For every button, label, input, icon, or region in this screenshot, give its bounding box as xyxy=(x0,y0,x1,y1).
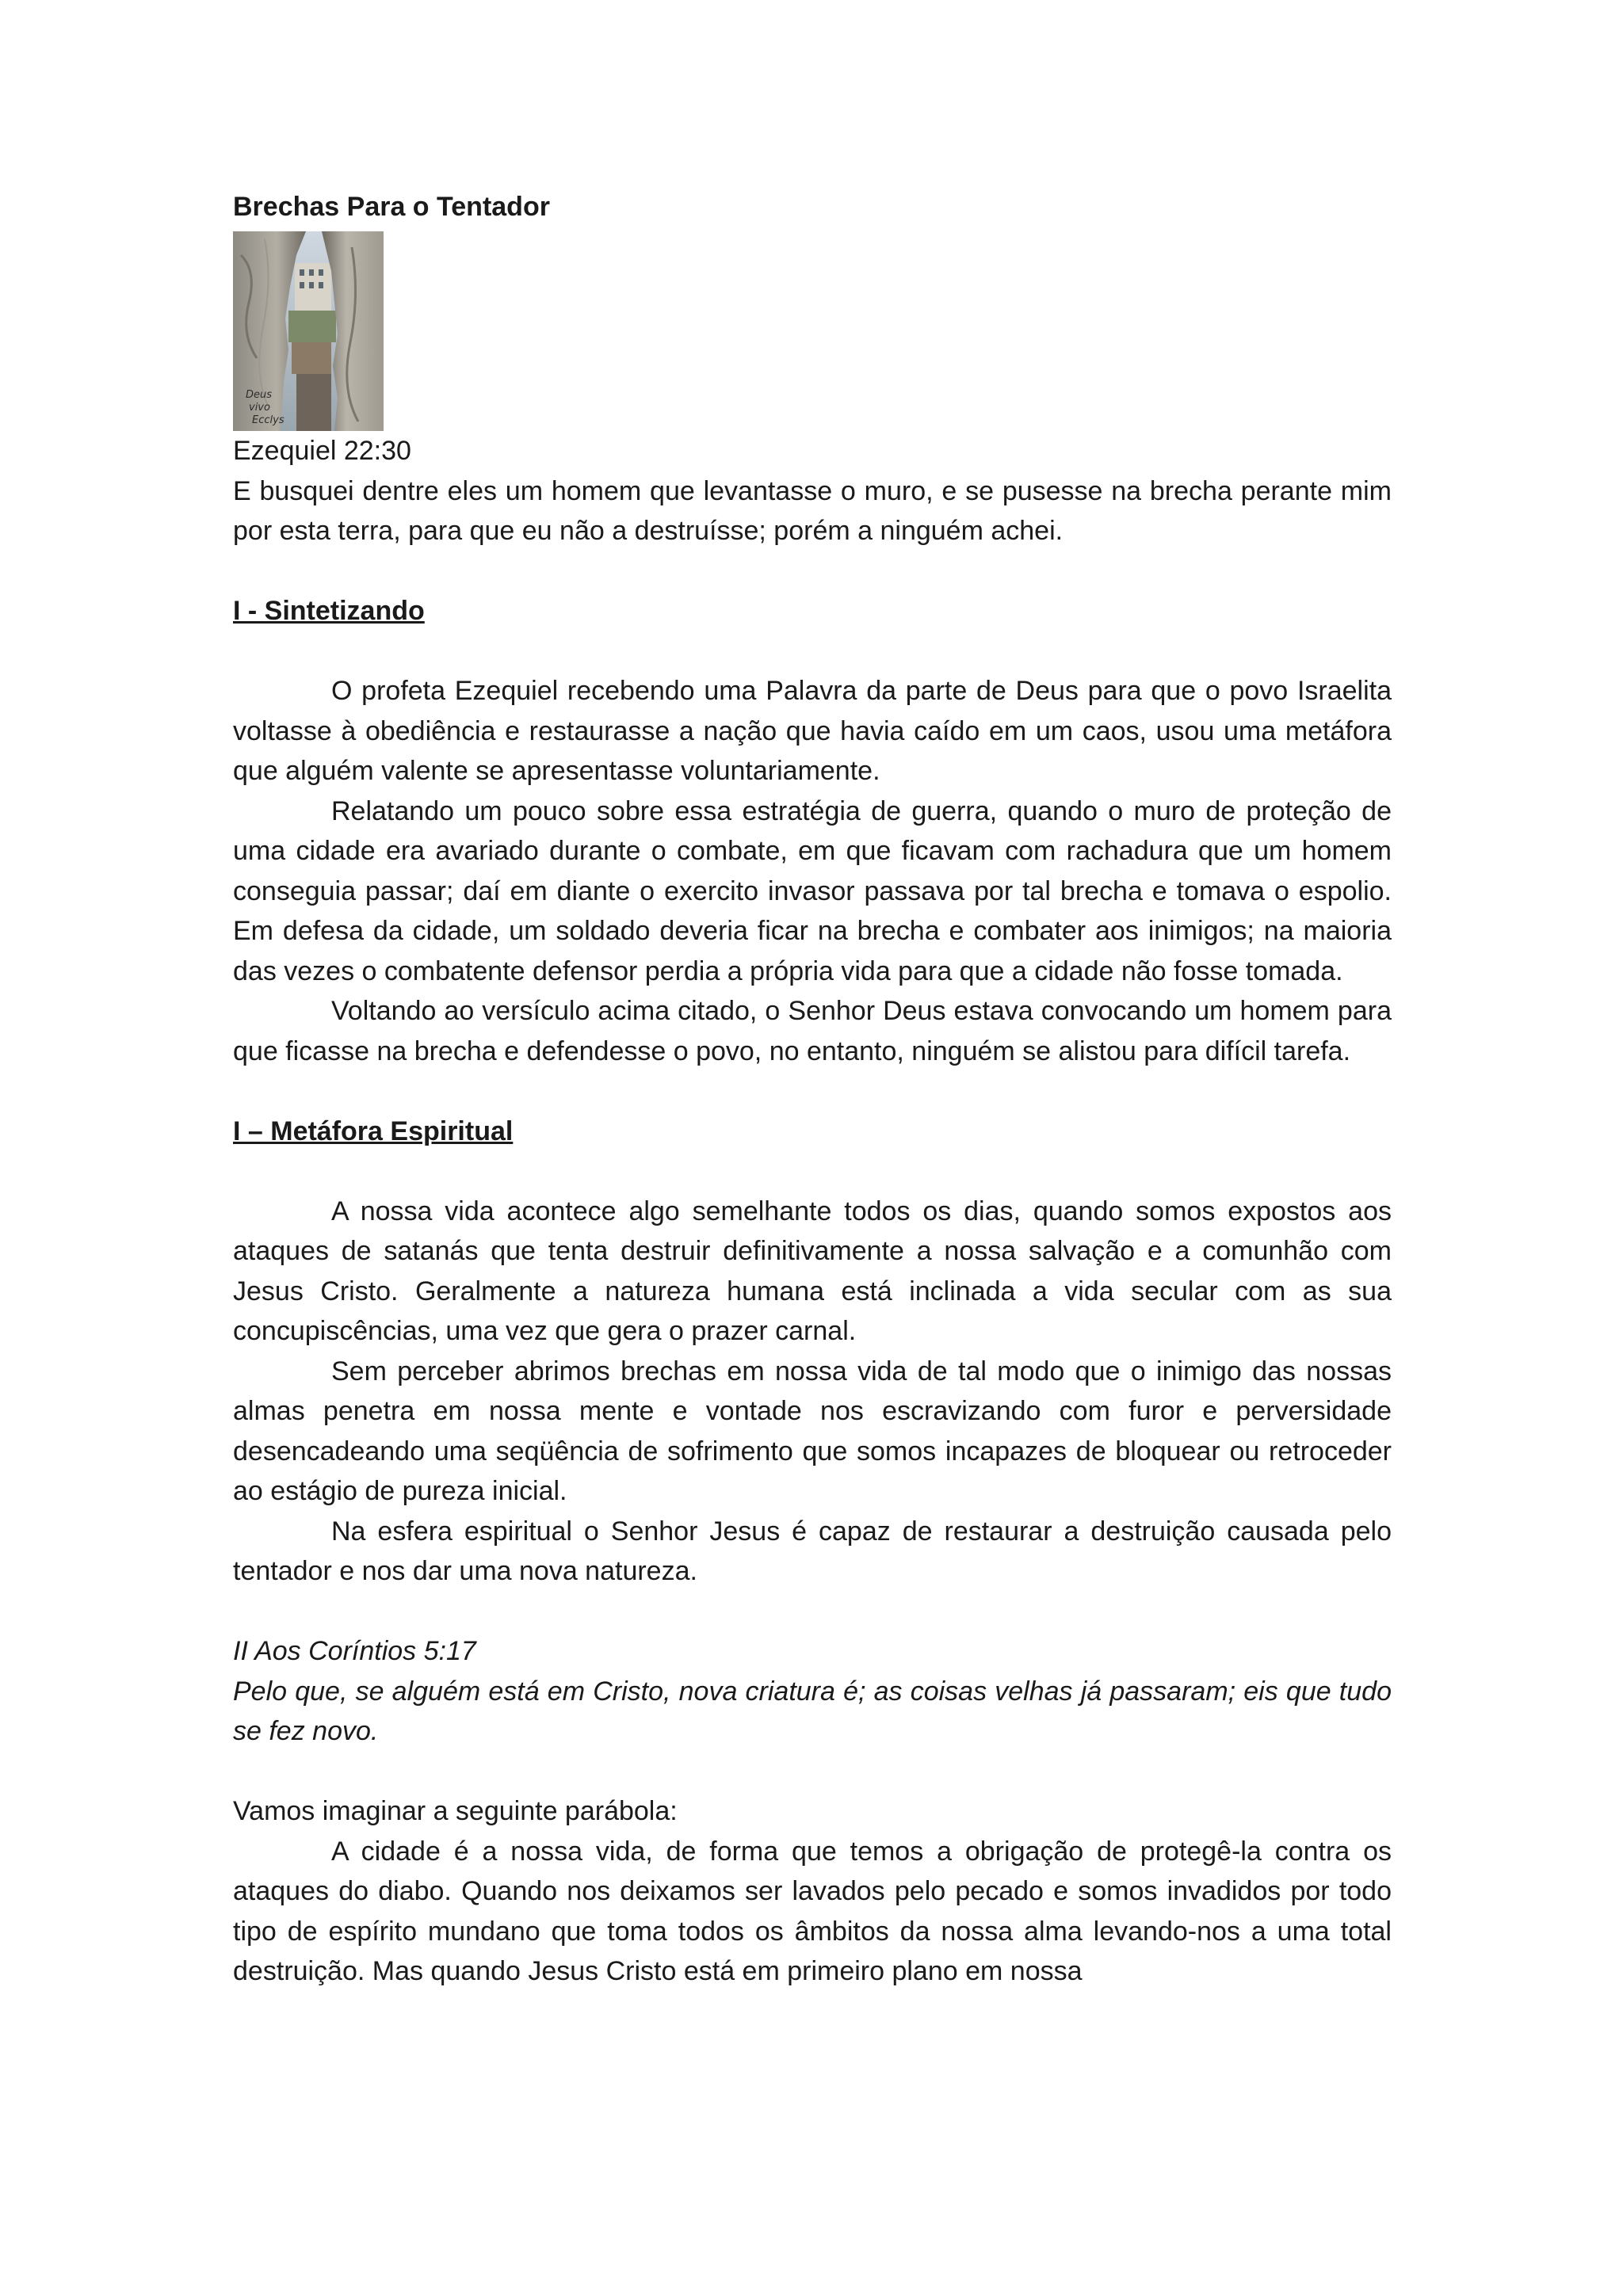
verse2-text: Pelo que, se alguém está em Cristo, nova criatura é; as coisas velhas já passaram; eis que tudo se fez novo. xyxy=(233,1676,1392,1746)
document-title: Brechas Para o Tentador xyxy=(233,192,550,222)
section1-heading: I - Sintetizando xyxy=(233,596,425,626)
graffiti-line-2: vivo xyxy=(249,402,270,414)
verse1-reference: Ezequiel 22:30 xyxy=(233,436,411,466)
document-page xyxy=(233,187,1392,1992)
graffiti-line-3: Ecclys xyxy=(252,414,285,426)
section2-paragraph-1: A nossa vida acontece algo semelhante todos os dias, quando somos expostos aos ataques de satanás que tenta destruir definitivamente a nossa salvação e a comunhão com Jesus Cristo. Geralmente a natureza humana está inclinada a vida secular com as sua concupiscências, uma vez que gera o prazer carnal. xyxy=(233,1196,1392,1346)
graffiti-line-1: Deus xyxy=(246,389,273,401)
parable-intro: Vamos imaginar a seguinte parábola: xyxy=(233,1796,678,1826)
section2-paragraph-2: Sem perceber abrimos brechas em nossa vida de tal modo que o inimigo das nossas almas penetra em nossa mente e vontade nos escravizando com furor e perversidade desencadeando uma seqüência de sofrimento que somos incapazes de bloquear ou retroceder ao estágio de pureza inicial. xyxy=(233,1356,1392,1506)
verse2-reference: II Aos Coríntios 5:17 xyxy=(233,1636,476,1666)
section2-paragraph-3: Na esfera espiritual o Senhor Jesus é capaz de restaurar a destruição causada pelo tentador e nos dar uma nova natureza. xyxy=(233,1516,1392,1586)
wall-breach-photo xyxy=(233,231,384,431)
verse1-text: E busquei dentre eles um homem que levantasse o muro, e se pusesse na brecha perante mim por esta terra, para que eu não a destruísse; porém a ninguém achei. xyxy=(233,475,1392,546)
section1-paragraph-2: Relatando um pouco sobre essa estratégia de guerra, quando o muro de proteção de uma cidade era avariado durante o combate, em que ficavam com rachadura que um homem conseguia passar; daí em diante o exercito invasor passava por tal brecha e tomava o espolio. Em defesa da cidade, um soldado deveria ficar na brecha e combater aos inimigos; na maioria das vezes o combatente defensor perdia a própria vida para que a cidade não fosse tomada. xyxy=(233,795,1392,986)
section1-paragraph-3: Voltando ao versículo acima citado, o Senhor Deus estava convocando um homem para que ficasse na brecha e defendesse o povo, no entanto, ninguém se alistou para difícil tarefa. xyxy=(233,996,1392,1066)
section2-heading: I – Metáfora Espiritual xyxy=(233,1116,514,1146)
section1-paragraph-1: O profeta Ezequiel recebendo uma Palavra da parte de Deus para que o povo Israelita voltasse à obediência e restaurasse a nação que havia caído em um caos, usou uma metáfora que alguém valente se apresentasse voluntariamente. xyxy=(233,676,1392,786)
parable-paragraph: A cidade é a nossa vida, de forma que temos a obrigação de protegê-la contra os ataques do diabo. Quando nos deixamos ser lavados pelo pecado e somos invadidos por todo tipo de espírito mundano que toma todos os âmbitos da nossa alma levando-nos a uma total destruição. Mas quando Jesus Cristo está em primeiro plano em nossa xyxy=(233,1836,1392,1986)
